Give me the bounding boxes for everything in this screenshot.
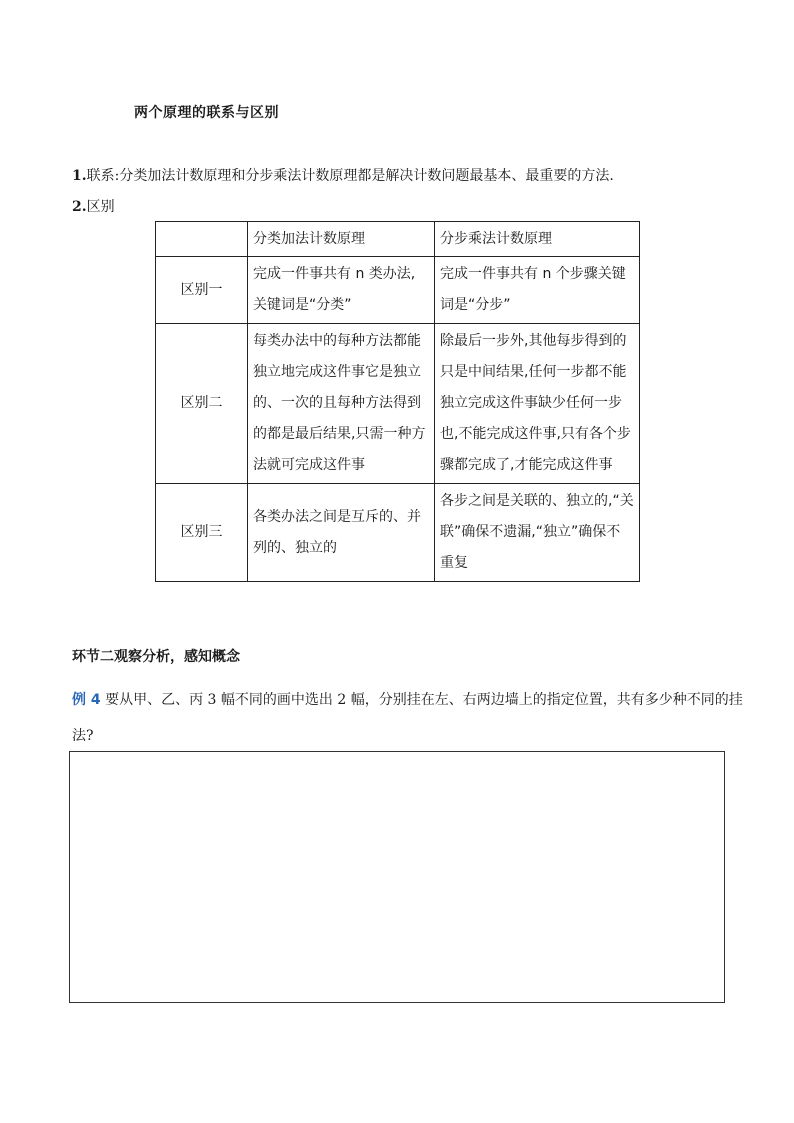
row-label: 区别三 — [156, 484, 248, 582]
table-row — [156, 257, 640, 324]
table-header-multiplication: 分步乘法计数原理 — [435, 222, 640, 257]
multiplication-cell: 各步之间是关联的、独立的,“关联”确保不遗漏,“独立”确保不重复 — [435, 484, 640, 582]
row-label: 区别二 — [156, 324, 248, 484]
addition-cell: 完成一件事共有 n 类办法,关键词是“分类” — [248, 257, 435, 324]
table-row — [156, 484, 640, 582]
multiplication-cell: 除最后一步外,其他每步得到的只是中间结果,任何一步都不能独立完成这件事缺少任何一步也,不能完成这件事,只有各个步骤都完成了,才能完成这件事 — [435, 324, 640, 484]
section-title: 两个原理的联系与区别 — [134, 105, 279, 121]
example-label: 例 4 — [72, 692, 101, 708]
addition-cell: 各类办法之间是互斥的、并列的、独立的 — [248, 484, 435, 582]
table-header-addition: 分类加法计数原理 — [248, 222, 435, 257]
example-4 — [72, 682, 752, 754]
row-label: 区别一 — [156, 257, 248, 324]
table-row — [156, 324, 640, 484]
point-2-text: 区别 — [86, 199, 115, 215]
environment-title: 环节二观察分析，感知概念 — [72, 649, 240, 665]
point-1-number: 1. — [72, 168, 87, 184]
point-1 — [72, 165, 614, 185]
multiplication-cell: 完成一件事共有 n 个步骤关键词是“分步” — [435, 257, 640, 324]
comparison-table — [155, 221, 640, 582]
table-header-empty — [156, 222, 248, 257]
addition-cell: 每类办法中的每种方法都能独立地完成这件事它是独立的、一次的且每种方法得到的都是最后结果,只需一种方法就可完成这件事 — [248, 324, 435, 484]
point-2 — [72, 196, 115, 216]
example-text: 要从甲、乙、丙 3 幅不同的画中选出 2 幅，分别挂在左、右两边墙上的指定位置，共有多少种不同的挂法? — [72, 692, 743, 744]
answer-box[interactable] — [69, 751, 725, 1003]
table-header-row — [156, 222, 640, 257]
point-2-number: 2. — [72, 199, 87, 215]
point-1-text: 联系:分类加法计数原理和分步乘法计数原理都是解决计数问题最基本、最重要的方法. — [86, 168, 614, 184]
